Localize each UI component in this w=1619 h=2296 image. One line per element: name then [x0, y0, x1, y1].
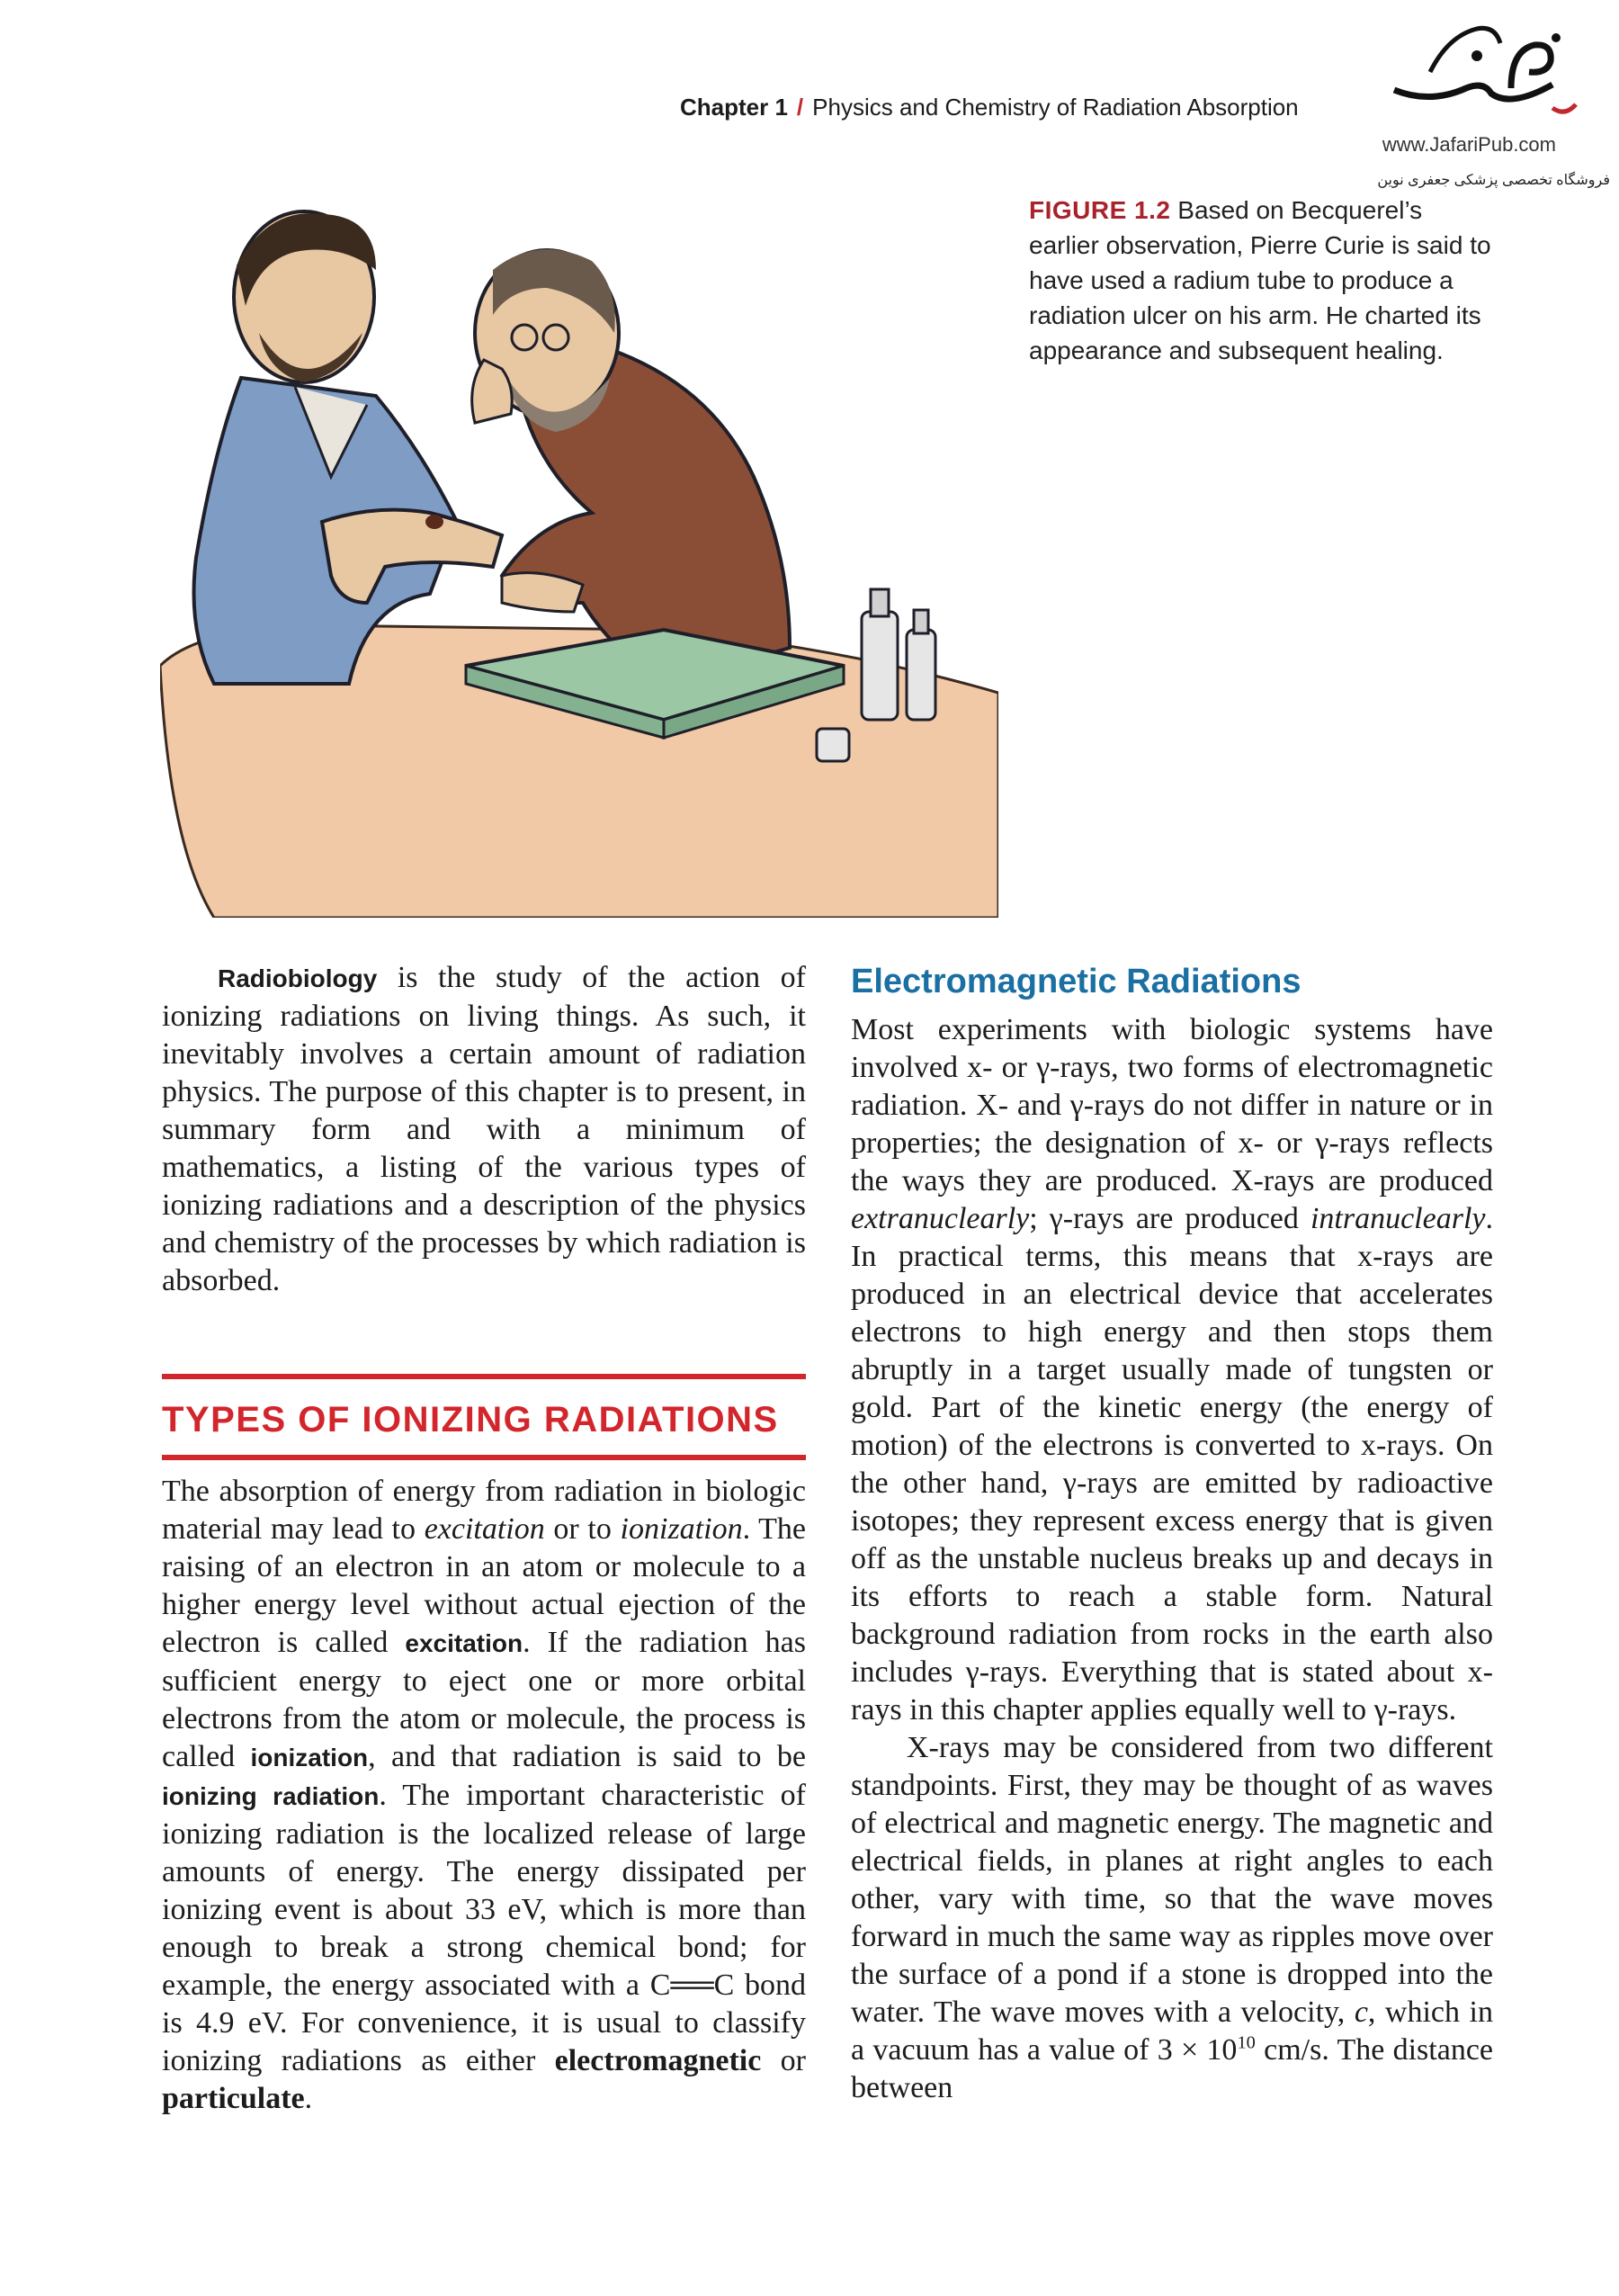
figure-label: FIGURE 1.2 [1029, 196, 1171, 224]
left-column [162, 959, 806, 2118]
term-electromagnetic: electromagnetic [554, 2044, 762, 2077]
running-header [680, 94, 1299, 121]
publisher-watermark [1349, 18, 1610, 188]
types-paragraph: The absorption of energy from radiation in biologic material may lead to excitation or to ionization. The raising of an electron in an atom or molecule to a higher energy level without actual ejection of the electron is called excitation. If the radiation has sufficient energy to eject one or more orbital electrons from the atom or molecule, the process is called ionization, and that radiation is said to be ionizing radiation. The important characteristic of ionizing radiation is the localized release of large amounts of energy. The energy dissipated per ionizing event is about 33 eV, which is more than enough to break a strong chemical bond; for example, the energy associated with a C══C bond is 4.9 eV. For convenience, it is usual to classify ionizing radiations as either electromagnetic or particulate. [162, 1475, 806, 2115]
watermark-url: www.JafariPub.com [1382, 133, 1556, 156]
section-heading: TYPES OF IONIZING RADIATIONS [162, 1374, 806, 1460]
figure-caption-text: Based on Becquerel’s earlier observation, Pierre Curie is said to have used a radium tube to produce a radiation ulcer on his arm. He charted its appearance and subsequent healing. [1029, 196, 1491, 364]
em-paragraph-1: Most experiments with biologic systems have involved x- or γ-rays, two forms of electromagnetic radiation. X- and γ-rays do not differ in nature or in properties; the designation of x- or γ-rays reflects the ways they are produced. X-rays are produced extranuclearly; γ-rays are produced intranuclearly. In practical terms, this means that x-rays are produced in an electrical device that accelerates electrons to high energy and then stops them abruptly in a target usually made of tungsten or gold. Part of the kinetic energy (the energy of motion) of the electrons is converted to x-rays. On the other hand, γ-rays are emitted by radioactive isotopes; they represent excess energy that is given off as the unstable nucleus breaks up and decays in its efforts to reach a stable form. Natural background radiation from rocks in the earth also includes γ-rays. Everything that is stated about x-rays in this chapter applies equally well to γ-rays. [851, 1013, 1493, 1726]
term-radiobiology: Radiobiology [218, 964, 378, 992]
chapter-title: Physics and Chemistry of Radiation Absorption [812, 94, 1299, 121]
publisher-logo-icon [1376, 18, 1583, 126]
term-particulate: particulate [162, 2082, 305, 2115]
right-column [851, 959, 1493, 2107]
term-excitation: excitation [405, 1629, 523, 1657]
subsection-heading: Electromagnetic Radiations [851, 963, 1301, 1000]
chapter-label: Chapter 1 [680, 94, 788, 121]
figure-illustration [160, 180, 998, 918]
term-ionizing-radiation: ionizing radiation [162, 1782, 380, 1810]
watermark-shop-text: فروشگاه تخصصی پزشکی جعفری نوین [1377, 173, 1610, 188]
term-ionization: ionization [250, 1744, 369, 1771]
em-paragraph-2: X-rays may be considered from two different standpoints. First, they may be thought of as waves of electrical and magnetic energy. The magnetic and electrical fields, in planes at right angles to each other, vary with time, so that the wave moves forward in much the same way as ripples move over the surface of a pond if a stone is dropped into the water. The wave moves with a velocity, c, which in a vacuum has a value of $3 \times 10^{10}$ cm/s. The distance between [851, 1731, 1493, 2104]
figure-caption [1029, 193, 1497, 368]
intro-paragraph: Radiobiology is the study of the action of ionizing radiations on living things. As such, it inevitably involves a certain amount of radiation physics. The purpose of this chapter is to present, in summary form and with a minimum of mathematics, a listing of the various types of ionizing radiations and a description of the physics and chemistry of the processes by which radiation is absorbed. [162, 961, 806, 1297]
header-separator: / [796, 94, 804, 121]
